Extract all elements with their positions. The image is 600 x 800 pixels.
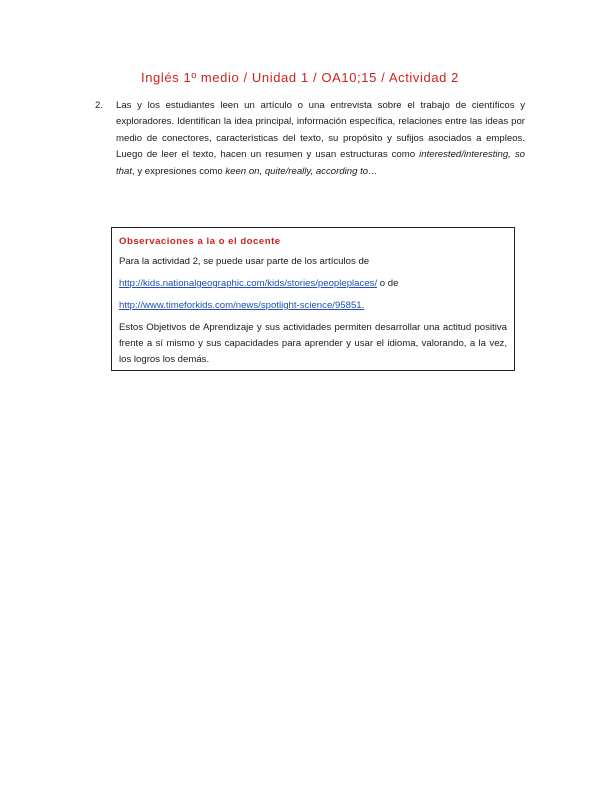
teacher-observations-box [111, 227, 515, 371]
activity-item [95, 98, 525, 180]
time-for-kids-link-suffix: . [361, 300, 365, 311]
observations-link1-line [119, 276, 507, 292]
activity-text-before: Las y los estudiantes leen un artículo o una entrevista sobre el trabajo de científicos y exploradores. Identifican la idea principal, información específica, relaciones entre las ideas por medio de conectores, características del texto, su propósito y sufijos asociados a empleos. Luego de leer el texto, hacen un resumen y usan estructuras como [116, 100, 525, 161]
national-geographic-link[interactable]: http://kids.nationalgeographic.com/kids/stories/peopleplaces/ [119, 278, 378, 289]
activity-structures: interested/interesting, so that [116, 149, 525, 177]
observations-closing: Estos Objetivos de Aprendizaje y sus actividades permiten desarrollar una actitud positiva frente a sí mismo y sus capacidades para aprender y usar el idioma, valorando, a la vez, los logros los demás. [119, 322, 507, 365]
page-title: Inglés 1º medio / Unidad 1 / OA10;15 / Actividad 2 [140, 70, 460, 85]
activity-expressions: keen on, quite/really, according to… [225, 165, 378, 177]
time-for-kids-link[interactable] [119, 300, 364, 311]
activity-text-middle: , y expresiones como [132, 165, 226, 177]
activity-description [116, 98, 525, 180]
observations-title: Observaciones a la o el docente [119, 236, 281, 247]
observations-link2-line [119, 298, 507, 314]
activity-number: 2. [95, 100, 104, 111]
time-for-kids-link-text: http://www.timeforkids.com/news/spotlight-science/95851 [119, 300, 362, 311]
observations-intro: Para la actividad 2, se puede usar parte de los artículos de [119, 256, 370, 267]
observations-connector: o de [377, 278, 399, 289]
